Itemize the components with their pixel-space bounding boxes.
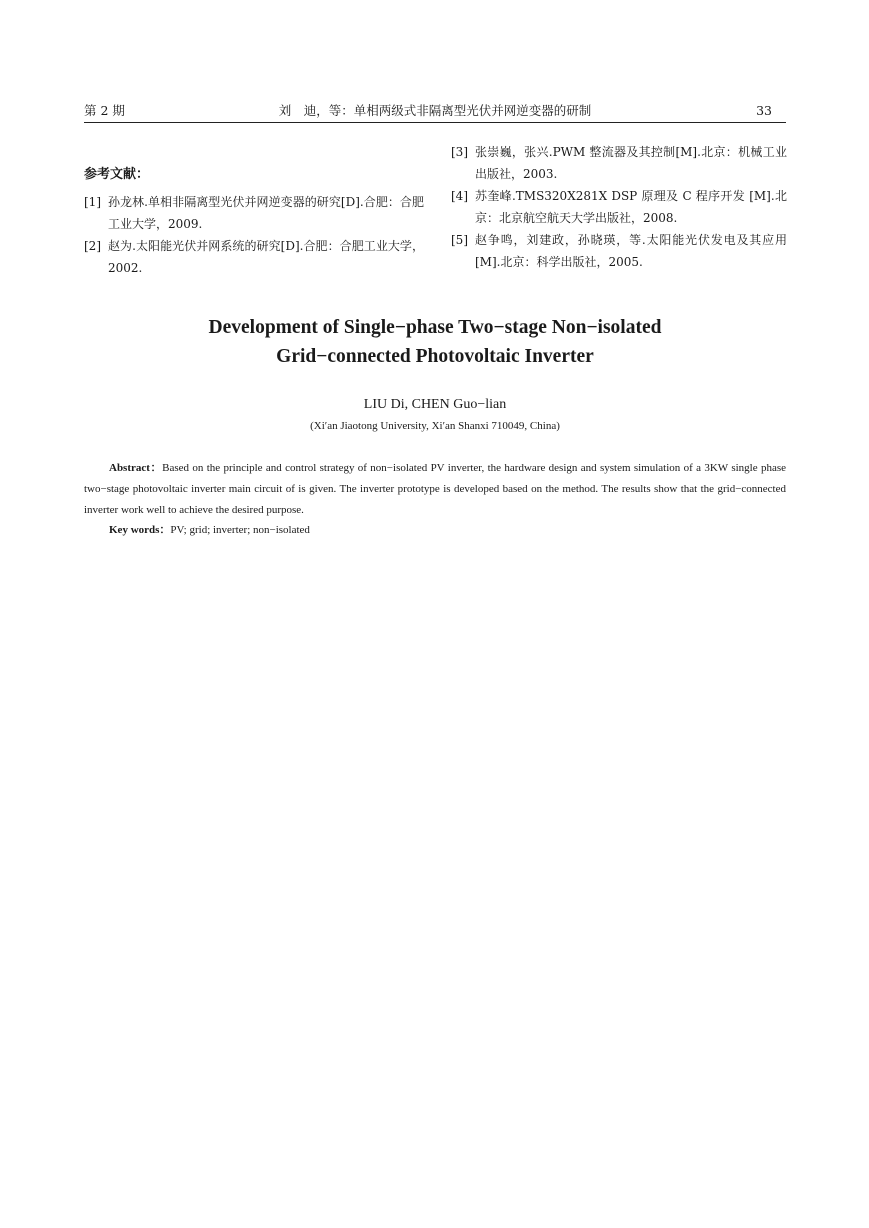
issue-number: 第 2 期 bbox=[84, 103, 125, 118]
abstract-text: Based on the principle and control strategy of non−isolated PV inverter, the hardware design and system simulation of a 3KW single phase two−stage photovoltaic inverter main circuit of is given. The inverter prototype is developed based on the method. The results show that the grid−connected inverter work well to achieve the desired purpose. bbox=[84, 462, 786, 516]
authors: LIU Di, CHEN Guo−lian bbox=[363, 397, 507, 412]
reference-number: [1] bbox=[84, 195, 101, 209]
references-column-left bbox=[84, 164, 424, 279]
keywords-text: PV; grid; inverter; non−isolated bbox=[170, 524, 310, 536]
reference-text: 张崇巍，张兴.PWM 整流器及其控制[M].北京：机械工业出版社，2003. bbox=[475, 145, 787, 181]
reference-item bbox=[84, 235, 424, 279]
reference-text: 苏奎峰.TMS320X281X DSP 原理及 C 程序开发 [M].北京：北京航空航天大学出版社，2008. bbox=[475, 189, 787, 225]
reference-number: [3] bbox=[451, 145, 468, 159]
running-title: 刘 迪，等：单相两级式非隔离型光伏并网逆变器的研制 bbox=[278, 103, 592, 118]
references-column-right bbox=[451, 141, 787, 273]
affiliation: (Xi′an Jiaotong University, Xi′an Shanxi 710049, China) bbox=[310, 420, 560, 432]
references-heading: 参考文献： bbox=[84, 167, 150, 182]
page-number: 33 bbox=[756, 103, 772, 118]
reference-text: 赵争鸣，刘建政，孙晓瑛，等.太阳能光伏发电及其应用[M].北京：科学出版社，2005. bbox=[475, 233, 787, 269]
reference-item bbox=[451, 185, 787, 229]
paper-title-line: Development of Single−phase Two−stage Non−isolated bbox=[208, 317, 662, 338]
reference-text: 赵为.太阳能光伏并网系统的研究[D].合肥：合肥工业大学，2002. bbox=[108, 239, 424, 275]
keywords-label: Key words： bbox=[109, 524, 171, 536]
reference-number: [4] bbox=[451, 189, 468, 203]
abstract bbox=[84, 458, 786, 521]
reference-number: [5] bbox=[451, 233, 468, 247]
reference-number: [2] bbox=[84, 239, 101, 253]
paper-title bbox=[84, 313, 786, 371]
abstract-label: Abstract： bbox=[109, 462, 163, 474]
reference-text: 孙龙林.单相非隔离型光伏并网逆变器的研究[D].合肥：合肥工业大学，2009. bbox=[108, 195, 424, 231]
paper-title-line: Grid−connected Photovoltaic Inverter bbox=[276, 346, 594, 367]
reference-item bbox=[451, 141, 787, 185]
reference-item bbox=[451, 229, 787, 273]
reference-item bbox=[84, 191, 424, 235]
keywords bbox=[84, 520, 786, 541]
running-header bbox=[84, 102, 786, 123]
